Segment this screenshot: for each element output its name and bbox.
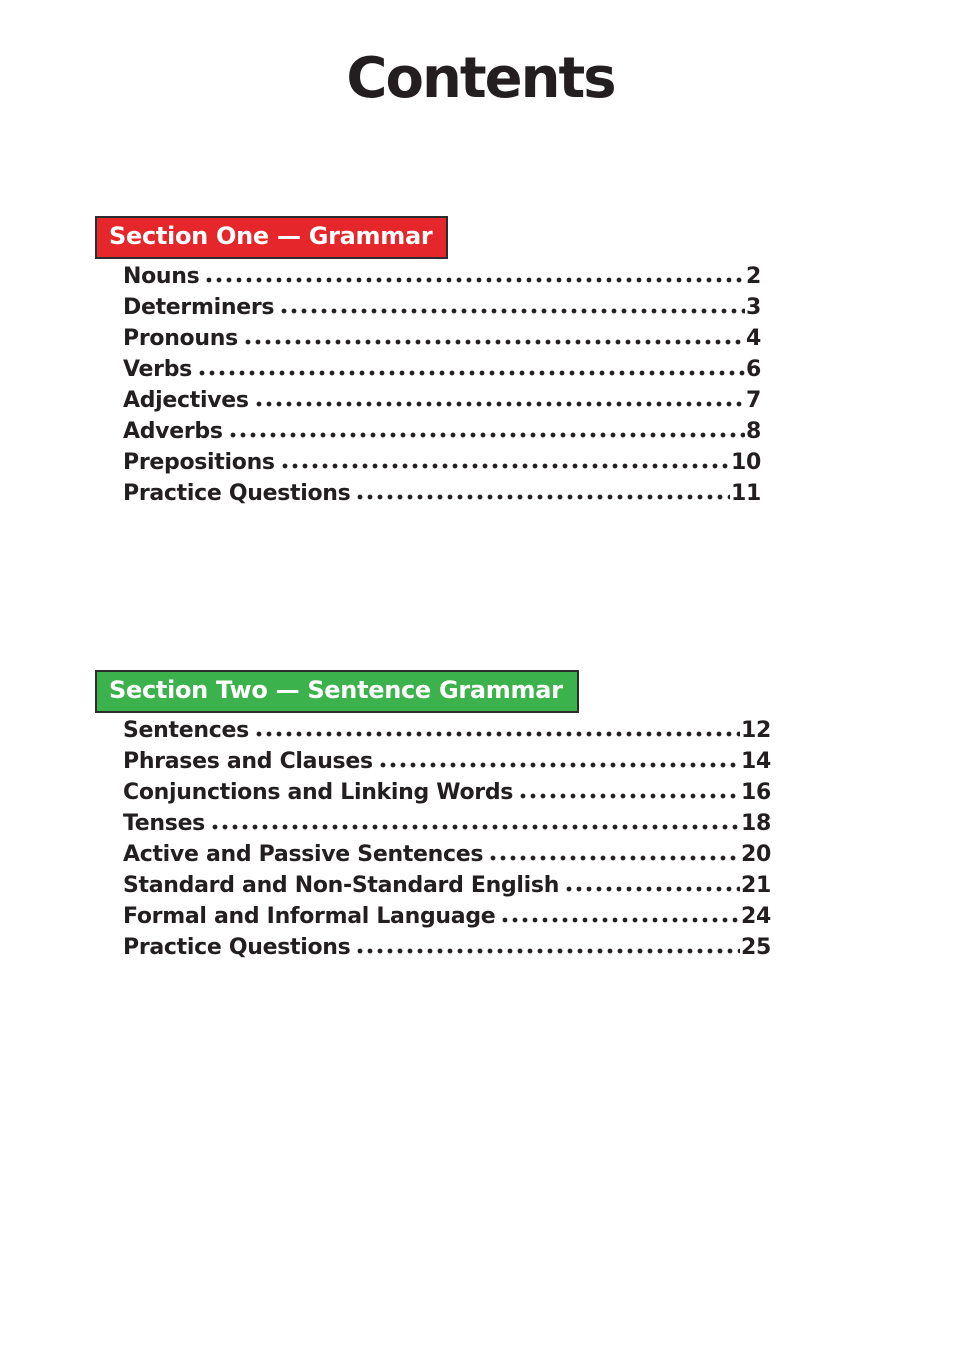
toc-entry-label: Conjunctions and Linking Words — [123, 780, 514, 805]
toc-entry-label: Pronouns — [123, 326, 238, 351]
dot-leader — [490, 855, 740, 861]
toc-entry — [123, 326, 761, 357]
toc-entry-page: 16 — [740, 780, 771, 805]
toc-entry — [123, 388, 761, 419]
toc-entry-label: Phrases and Clauses — [123, 749, 373, 774]
section-one — [95, 216, 761, 512]
toc-entry-label: Active and Passive Sentences — [123, 842, 484, 867]
toc-entry-label: Determiners — [123, 295, 275, 320]
toc-entry — [123, 718, 771, 749]
toc-entry-page: 11 — [730, 481, 761, 506]
toc-entry-label: Adjectives — [123, 388, 249, 413]
toc-entry — [123, 749, 771, 780]
toc-entry — [123, 842, 771, 873]
toc-entry-label: Tenses — [123, 811, 205, 836]
dot-leader — [206, 277, 745, 283]
toc-entry-label: Practice Questions — [123, 481, 351, 506]
toc-entry-page: 3 — [745, 295, 761, 320]
section-one-heading: Section One — Grammar — [109, 222, 433, 250]
section-two — [95, 670, 771, 966]
dot-leader — [256, 401, 745, 407]
toc-entry-label: Nouns — [123, 264, 200, 289]
toc-entry-page: 8 — [745, 419, 761, 444]
toc-entry — [123, 450, 761, 481]
dot-leader — [282, 463, 730, 469]
section-one-entries — [123, 264, 761, 512]
section-two-entries — [123, 718, 771, 966]
toc-entry-page: 24 — [740, 904, 771, 929]
dot-leader — [357, 948, 740, 954]
toc-entry-page: 10 — [730, 450, 761, 475]
toc-entry — [123, 357, 761, 388]
toc-entry-page: 12 — [740, 718, 771, 743]
toc-entry — [123, 419, 761, 450]
dot-leader — [256, 731, 740, 737]
toc-entry-label: Standard and Non-Standard English — [123, 873, 560, 898]
dot-leader — [281, 308, 745, 314]
toc-entry-label: Adverbs — [123, 419, 223, 444]
toc-entry — [123, 904, 771, 935]
dot-leader — [230, 432, 745, 438]
dot-leader — [357, 494, 730, 500]
toc-entry-label: Prepositions — [123, 450, 275, 475]
toc-entry-label: Sentences — [123, 718, 249, 743]
dot-leader — [199, 370, 745, 376]
section-one-banner — [95, 216, 448, 259]
toc-entry — [123, 873, 771, 904]
page-title: Contents — [346, 46, 615, 111]
section-two-heading: Section Two — Sentence Grammar — [109, 676, 563, 704]
toc-entry — [123, 481, 761, 512]
toc-entry-page: 14 — [740, 749, 771, 774]
dot-leader — [566, 886, 740, 892]
toc-entry — [123, 295, 761, 326]
toc-entry-page: 20 — [740, 842, 771, 867]
toc-entry-page: 2 — [745, 264, 761, 289]
toc-entry-page: 6 — [745, 357, 761, 382]
toc-entry-page: 18 — [740, 811, 771, 836]
dot-leader — [380, 762, 740, 768]
dot-leader — [520, 793, 740, 799]
toc-entry-label: Formal and Informal Language — [123, 904, 496, 929]
dot-leader — [502, 917, 740, 923]
toc-entry-page: 21 — [740, 873, 771, 898]
toc-entry-page: 4 — [745, 326, 761, 351]
toc-entry-page: 7 — [745, 388, 761, 413]
toc-entry — [123, 935, 771, 966]
toc-entry-page: 25 — [740, 935, 771, 960]
toc-entry — [123, 780, 771, 811]
toc-entry — [123, 811, 771, 842]
section-two-banner — [95, 670, 579, 713]
dot-leader — [245, 339, 745, 345]
toc-entry — [123, 264, 761, 295]
toc-entry-label: Verbs — [123, 357, 192, 382]
toc-entry-label: Practice Questions — [123, 935, 351, 960]
dot-leader — [212, 824, 740, 830]
